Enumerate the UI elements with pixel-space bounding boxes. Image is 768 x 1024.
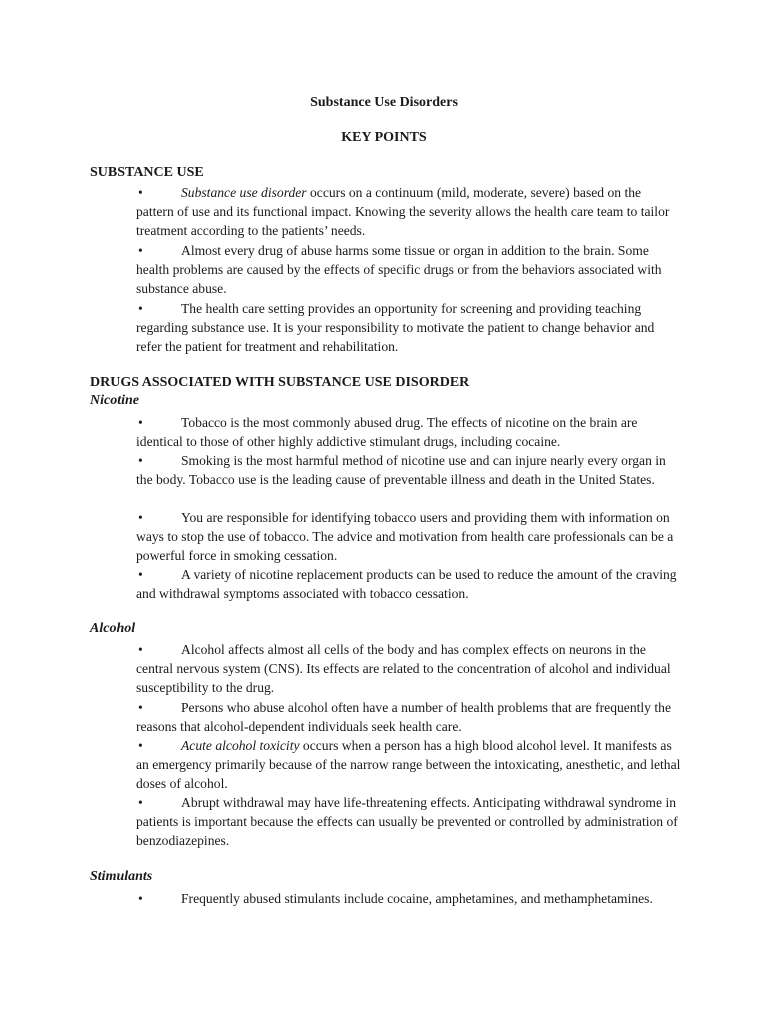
bullet-item xyxy=(136,451,682,489)
subsection-title-alcohol: Alcohol xyxy=(90,621,136,636)
bullet-text: Abrupt withdrawal may have life-threatening effects. Anticipating withdrawal syndrome in patients is important because the effects can usually be prevented or controlled by administration of benzodiazepines. xyxy=(136,795,678,848)
bullet-text: occurs when a person has a high blood alcohol level. It manifests as an emergency primarily because of the narrow range between the intoxicating, anesthetic, and lethal doses of alcohol. xyxy=(136,738,681,791)
bullet-icon: • xyxy=(138,700,143,715)
bullet-item xyxy=(136,508,682,565)
section-heading-substance-use: SUBSTANCE USE xyxy=(90,165,204,180)
bullet-icon: • xyxy=(138,642,143,657)
bullet-item xyxy=(136,736,682,793)
bullet-item xyxy=(136,565,682,603)
bullet-text: Smoking is the most harmful method of nicotine use and can injure nearly every organ in the body. Tobacco use is the leading cause of preventable illness and death in the United States. xyxy=(136,453,666,487)
bullet-item xyxy=(136,183,682,240)
bullet-text: You are responsible for identifying tobacco users and providing them with information on ways to stop the use of tobacco. The advice and motivation from health care professionals can be a powerful force in smoking cessation. xyxy=(136,510,674,563)
bullet-icon: • xyxy=(138,510,143,525)
key-points-heading: KEY POINTS xyxy=(341,130,427,145)
bullet-icon: • xyxy=(138,301,143,316)
bullet-text: Alcohol affects almost all cells of the body and has complex effects on neurons in the central nervous system (CNS). Its effects are related to the concentration of alcohol and individual susceptibility to the drug. xyxy=(136,642,671,695)
bullet-item xyxy=(136,793,682,850)
bullet-icon: • xyxy=(138,185,143,200)
section-heading-drugs: DRUGS ASSOCIATED WITH SUBSTANCE USE DISORDER xyxy=(90,375,470,390)
bullet-item xyxy=(136,299,682,356)
bullet-icon: • xyxy=(138,415,143,430)
bullet-text: A variety of nicotine replacement products can be used to reduce the amount of the craving and withdrawal symptoms associated with tobacco cessation. xyxy=(136,567,677,601)
subsection-title-nicotine: Nicotine xyxy=(90,393,139,408)
bullet-item xyxy=(136,241,682,298)
bullet-text: Almost every drug of abuse harms some tissue or organ in addition to the brain. Some health problems are caused by the effects of specific drugs or from the behaviors associated with substance abuse. xyxy=(136,243,662,296)
bullet-icon: • xyxy=(138,891,143,906)
subsection-title-stimulants: Stimulants xyxy=(90,869,153,884)
bullet-item xyxy=(136,640,682,697)
bullet-icon: • xyxy=(138,243,143,258)
bullet-text: Tobacco is the most commonly abused drug. The effects of nicotine on the brain are identical to those of other highly addictive stimulant drugs, including cocaine. xyxy=(136,415,638,449)
bullet-text: Frequently abused stimulants include cocaine, amphetamines, and methamphetamines. xyxy=(181,891,653,906)
bullet-italic-term: Substance use disorder xyxy=(181,185,307,200)
bullet-item xyxy=(136,889,682,908)
bullet-item xyxy=(136,413,682,451)
bullet-text: The health care setting provides an opportunity for screening and providing teaching regarding substance use. It is your responsibility to motivate the patient to change behavior and refer the patient for treatment and rehabilitation. xyxy=(136,301,655,354)
bullet-item xyxy=(136,698,682,736)
document-title: Substance Use Disorders xyxy=(310,95,458,110)
bullet-text: occurs on a continuum (mild, moderate, severe) based on the pattern of use and its functional impact. Knowing the severity allows the health care team to tailor treatment according to the patients’ needs. xyxy=(136,185,670,238)
bullet-italic-term: Acute alcohol toxicity xyxy=(181,738,300,753)
bullet-icon: • xyxy=(138,453,143,468)
bullet-text: Persons who abuse alcohol often have a number of health problems that are frequently the reasons that alcohol-dependent individuals seek health care. xyxy=(136,700,671,734)
bullet-icon: • xyxy=(138,567,143,582)
bullet-icon: • xyxy=(138,738,143,753)
bullet-icon: • xyxy=(138,795,143,810)
